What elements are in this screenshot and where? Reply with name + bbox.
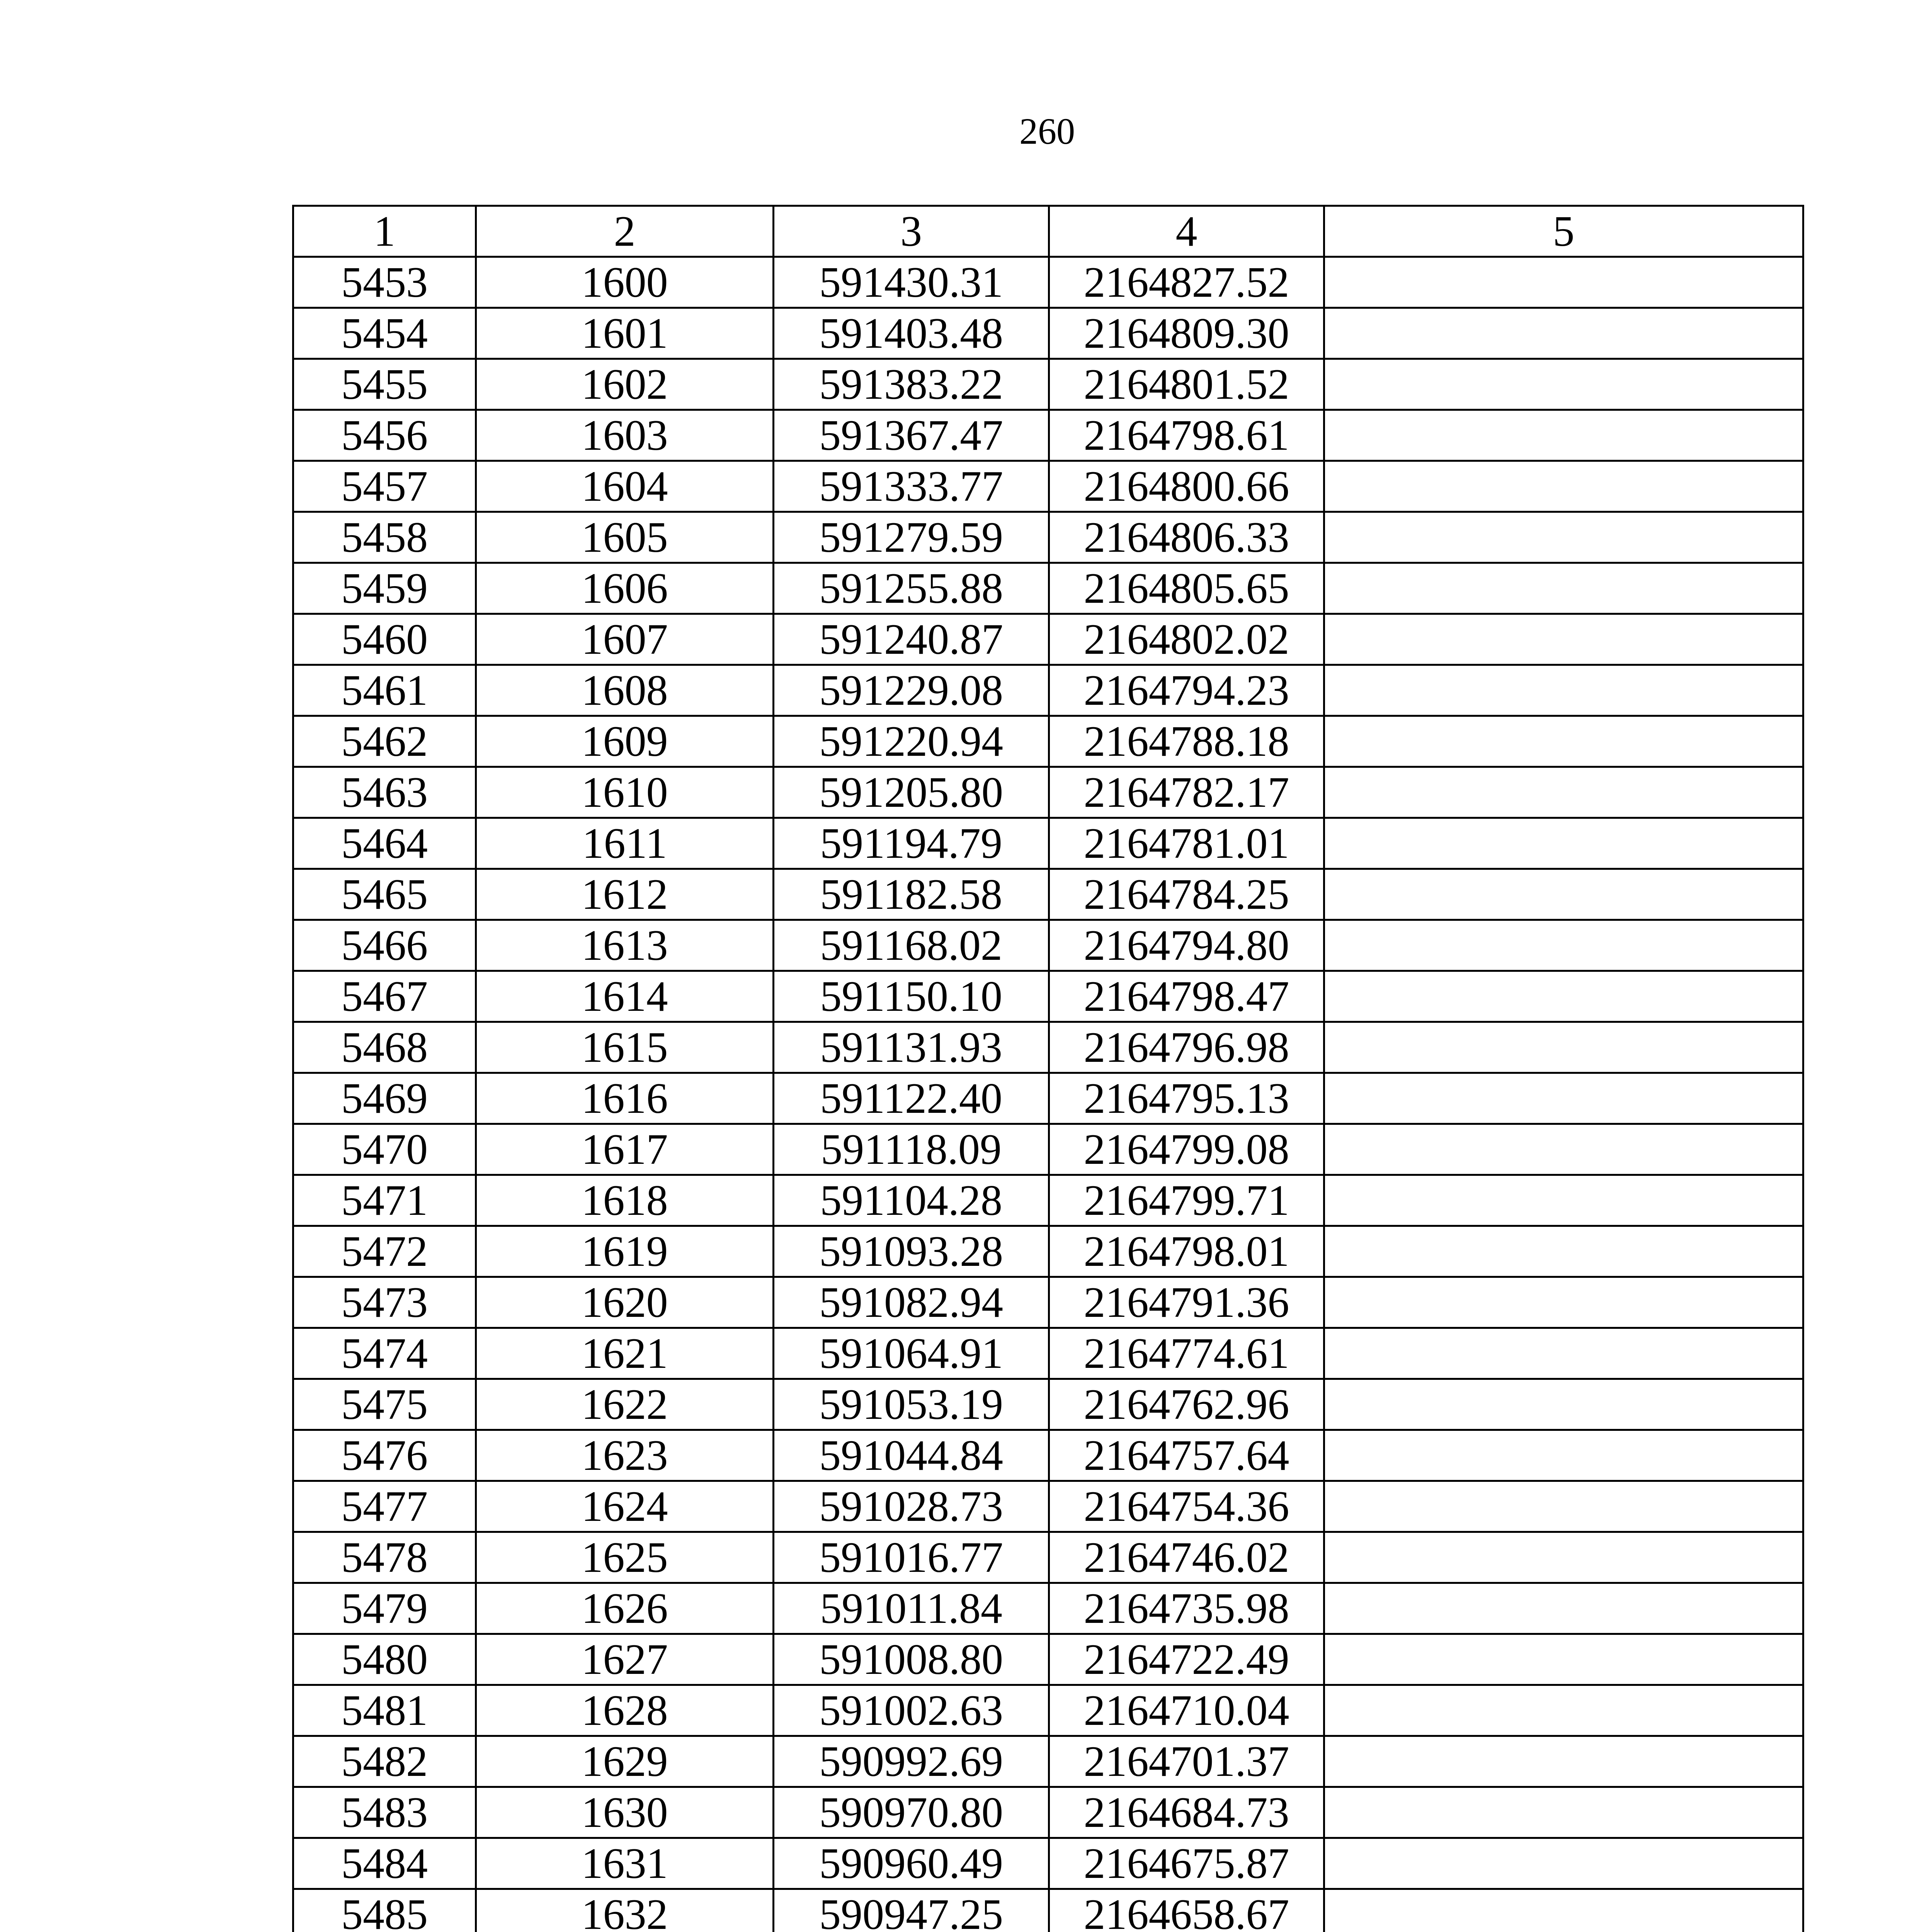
table-cell: 5483: [293, 1787, 476, 1838]
table-cell: 5474: [293, 1328, 476, 1379]
table-cell: 1620: [476, 1277, 774, 1328]
table-cell: 5466: [293, 920, 476, 971]
table-row: [293, 920, 1803, 971]
table-cell: 1600: [476, 257, 774, 308]
table-cell: 5482: [293, 1736, 476, 1787]
table-row: [293, 1073, 1803, 1124]
table-cell: 1603: [476, 410, 774, 461]
table-cell: 2164684.73: [1049, 1787, 1324, 1838]
table-cell: 5477: [293, 1481, 476, 1532]
table-header-row: [293, 206, 1803, 257]
table-cell: 5473: [293, 1277, 476, 1328]
table-cell: 591194.79: [774, 818, 1049, 869]
table-cell: [1324, 308, 1803, 359]
column-header: 4: [1049, 206, 1324, 257]
column-header: 2: [476, 206, 774, 257]
table-cell: [1324, 1175, 1803, 1226]
table-cell: 5462: [293, 716, 476, 767]
table-cell: 2164798.01: [1049, 1226, 1324, 1277]
table-cell: 2164794.23: [1049, 665, 1324, 716]
table-cell: [1324, 461, 1803, 512]
table-cell: 5468: [293, 1022, 476, 1073]
table-cell: 5455: [293, 359, 476, 410]
table-cell: 591053.19: [774, 1379, 1049, 1430]
table-cell: 1610: [476, 767, 774, 818]
table-cell: 2164774.61: [1049, 1328, 1324, 1379]
table-row: [293, 716, 1803, 767]
table-row: [293, 1889, 1803, 1932]
table-cell: [1324, 818, 1803, 869]
table-cell: [1324, 1073, 1803, 1124]
table-cell: [1324, 563, 1803, 614]
table-cell: [1324, 1838, 1803, 1889]
table-cell: [1324, 1277, 1803, 1328]
table-cell: [1324, 920, 1803, 971]
table-cell: 591131.93: [774, 1022, 1049, 1073]
table-cell: 1601: [476, 308, 774, 359]
table-cell: 5453: [293, 257, 476, 308]
table-cell: 1608: [476, 665, 774, 716]
table-cell: 5479: [293, 1583, 476, 1634]
table-cell: 591093.28: [774, 1226, 1049, 1277]
table-cell: [1324, 512, 1803, 563]
table-cell: 1624: [476, 1481, 774, 1532]
table-row: [293, 665, 1803, 716]
table-row: [293, 563, 1803, 614]
table-cell: 591082.94: [774, 1277, 1049, 1328]
table-cell: 590970.80: [774, 1787, 1049, 1838]
table-cell: 591104.28: [774, 1175, 1049, 1226]
table-cell: 5463: [293, 767, 476, 818]
table-cell: 1612: [476, 869, 774, 920]
table-row: [293, 818, 1803, 869]
table-cell: 2164701.37: [1049, 1736, 1324, 1787]
table-cell: 1602: [476, 359, 774, 410]
table-cell: 2164801.52: [1049, 359, 1324, 410]
table-cell: 591403.48: [774, 308, 1049, 359]
table-cell: 1605: [476, 512, 774, 563]
table-cell: 591279.59: [774, 512, 1049, 563]
table-cell: 2164798.47: [1049, 971, 1324, 1022]
table-cell: 591122.40: [774, 1073, 1049, 1124]
table-cell: 5460: [293, 614, 476, 665]
table-cell: 590947.25: [774, 1889, 1049, 1932]
table-row: [293, 1124, 1803, 1175]
table-cell: [1324, 1634, 1803, 1685]
table-cell: 5465: [293, 869, 476, 920]
table-cell: 591220.94: [774, 716, 1049, 767]
table-cell: 2164791.36: [1049, 1277, 1324, 1328]
table-cell: 5454: [293, 308, 476, 359]
table-cell: 2164799.08: [1049, 1124, 1324, 1175]
table-cell: 5472: [293, 1226, 476, 1277]
table-row: [293, 1277, 1803, 1328]
table-cell: 2164796.98: [1049, 1022, 1324, 1073]
table-cell: 1619: [476, 1226, 774, 1277]
table-cell: 591028.73: [774, 1481, 1049, 1532]
table-cell: [1324, 767, 1803, 818]
table-cell: 2164806.33: [1049, 512, 1324, 563]
table-cell: [1324, 1226, 1803, 1277]
table-cell: 5470: [293, 1124, 476, 1175]
table-cell: 1627: [476, 1634, 774, 1685]
table-cell: [1324, 1328, 1803, 1379]
table-cell: 1607: [476, 614, 774, 665]
table-cell: [1324, 869, 1803, 920]
table-row: [293, 257, 1803, 308]
table-cell: [1324, 665, 1803, 716]
table-cell: 2164782.17: [1049, 767, 1324, 818]
table-cell: 1609: [476, 716, 774, 767]
table-cell: 2164746.02: [1049, 1532, 1324, 1583]
table-cell: 591118.09: [774, 1124, 1049, 1175]
table-cell: 5485: [293, 1889, 476, 1932]
table-cell: 2164800.66: [1049, 461, 1324, 512]
table-row: [293, 1481, 1803, 1532]
table-cell: [1324, 1532, 1803, 1583]
table-cell: 1618: [476, 1175, 774, 1226]
table-cell: 5469: [293, 1073, 476, 1124]
table-cell: [1324, 1124, 1803, 1175]
table-cell: 1613: [476, 920, 774, 971]
table-cell: 5478: [293, 1532, 476, 1583]
table-cell: 5464: [293, 818, 476, 869]
table-cell: 591430.31: [774, 257, 1049, 308]
table-row: [293, 1175, 1803, 1226]
table-cell: 5480: [293, 1634, 476, 1685]
table-cell: 2164827.52: [1049, 257, 1324, 308]
table-cell: 591008.80: [774, 1634, 1049, 1685]
table-cell: 1621: [476, 1328, 774, 1379]
column-header: 1: [293, 206, 476, 257]
table-cell: 1628: [476, 1685, 774, 1736]
table-cell: 1632: [476, 1889, 774, 1932]
table-cell: 1604: [476, 461, 774, 512]
table-cell: 591205.80: [774, 767, 1049, 818]
table-cell: 5458: [293, 512, 476, 563]
page-number: 260: [1019, 111, 1075, 152]
table-cell: 5467: [293, 971, 476, 1022]
table-cell: 591182.58: [774, 869, 1049, 920]
table-cell: 591240.87: [774, 614, 1049, 665]
table-cell: 1625: [476, 1532, 774, 1583]
table-cell: 2164722.49: [1049, 1634, 1324, 1685]
column-header: 3: [774, 206, 1049, 257]
table-row: [293, 1379, 1803, 1430]
table-cell: 5461: [293, 665, 476, 716]
table-cell: 1622: [476, 1379, 774, 1430]
table-cell: 2164781.01: [1049, 818, 1324, 869]
table-cell: 591002.63: [774, 1685, 1049, 1736]
table-cell: [1324, 1787, 1803, 1838]
table-cell: 2164802.02: [1049, 614, 1324, 665]
table-row: [293, 971, 1803, 1022]
table-cell: 2164798.61: [1049, 410, 1324, 461]
table-cell: 590960.49: [774, 1838, 1049, 1889]
table-cell: 2164762.96: [1049, 1379, 1324, 1430]
table-cell: [1324, 1889, 1803, 1932]
table-row: [293, 869, 1803, 920]
table-cell: 591333.77: [774, 461, 1049, 512]
table-cell: 2164794.80: [1049, 920, 1324, 971]
table-cell: 1626: [476, 1583, 774, 1634]
table-cell: 5457: [293, 461, 476, 512]
table-row: [293, 1787, 1803, 1838]
table-row: [293, 1226, 1803, 1277]
table-cell: 5456: [293, 410, 476, 461]
table-cell: 590992.69: [774, 1736, 1049, 1787]
table-cell: 2164809.30: [1049, 308, 1324, 359]
table-cell: 2164805.65: [1049, 563, 1324, 614]
table-cell: 1615: [476, 1022, 774, 1073]
table-cell: [1324, 1379, 1803, 1430]
table-row: [293, 1583, 1803, 1634]
table-cell: 591150.10: [774, 971, 1049, 1022]
table-row: [293, 1532, 1803, 1583]
table-row: [293, 512, 1803, 563]
table-cell: 2164754.36: [1049, 1481, 1324, 1532]
table-cell: [1324, 614, 1803, 665]
table-row: [293, 614, 1803, 665]
table-cell: [1324, 1481, 1803, 1532]
table-cell: 591229.08: [774, 665, 1049, 716]
table-cell: 1614: [476, 971, 774, 1022]
table-cell: 5484: [293, 1838, 476, 1889]
table-cell: 591044.84: [774, 1430, 1049, 1481]
table-row: [293, 410, 1803, 461]
table-cell: 591016.77: [774, 1532, 1049, 1583]
table-cell: 5471: [293, 1175, 476, 1226]
table-cell: [1324, 410, 1803, 461]
table-cell: 5459: [293, 563, 476, 614]
table-cell: 2164757.64: [1049, 1430, 1324, 1481]
table-cell: 2164658.67: [1049, 1889, 1324, 1932]
table-cell: 1629: [476, 1736, 774, 1787]
table-cell: 2164788.18: [1049, 716, 1324, 767]
table-cell: 5481: [293, 1685, 476, 1736]
table-cell: [1324, 1583, 1803, 1634]
table-row: [293, 1022, 1803, 1073]
column-header: 5: [1324, 206, 1803, 257]
table-cell: 591064.91: [774, 1328, 1049, 1379]
table-cell: [1324, 1736, 1803, 1787]
table-cell: 1616: [476, 1073, 774, 1124]
table-row: [293, 767, 1803, 818]
table-cell: 591168.02: [774, 920, 1049, 971]
table-cell: 2164675.87: [1049, 1838, 1324, 1889]
table-cell: 1611: [476, 818, 774, 869]
table-cell: [1324, 971, 1803, 1022]
table-row: [293, 1328, 1803, 1379]
table-cell: 1631: [476, 1838, 774, 1889]
coordinates-table: [292, 205, 1804, 1932]
table-cell: [1324, 716, 1803, 767]
table-row: [293, 461, 1803, 512]
table-cell: 1617: [476, 1124, 774, 1175]
table-cell: 1630: [476, 1787, 774, 1838]
table-row: [293, 1736, 1803, 1787]
table-cell: 591255.88: [774, 563, 1049, 614]
table-cell: 2164799.71: [1049, 1175, 1324, 1226]
table-cell: 1606: [476, 563, 774, 614]
table-cell: [1324, 1430, 1803, 1481]
table-cell: [1324, 1022, 1803, 1073]
table-cell: [1324, 1685, 1803, 1736]
table-cell: 2164710.04: [1049, 1685, 1324, 1736]
table-row: [293, 1634, 1803, 1685]
table-body: [293, 257, 1803, 1932]
table-cell: [1324, 257, 1803, 308]
table-row: [293, 1838, 1803, 1889]
table-cell: 2164735.98: [1049, 1583, 1324, 1634]
table-cell: [1324, 359, 1803, 410]
table-cell: 591011.84: [774, 1583, 1049, 1634]
table-cell: 2164784.25: [1049, 869, 1324, 920]
table-row: [293, 359, 1803, 410]
table-cell: 2164795.13: [1049, 1073, 1324, 1124]
table-row: [293, 1685, 1803, 1736]
table-cell: 1623: [476, 1430, 774, 1481]
table-cell: 591367.47: [774, 410, 1049, 461]
table-cell: 591383.22: [774, 359, 1049, 410]
table-cell: 5475: [293, 1379, 476, 1430]
table-row: [293, 308, 1803, 359]
table-row: [293, 1430, 1803, 1481]
table-cell: 5476: [293, 1430, 476, 1481]
